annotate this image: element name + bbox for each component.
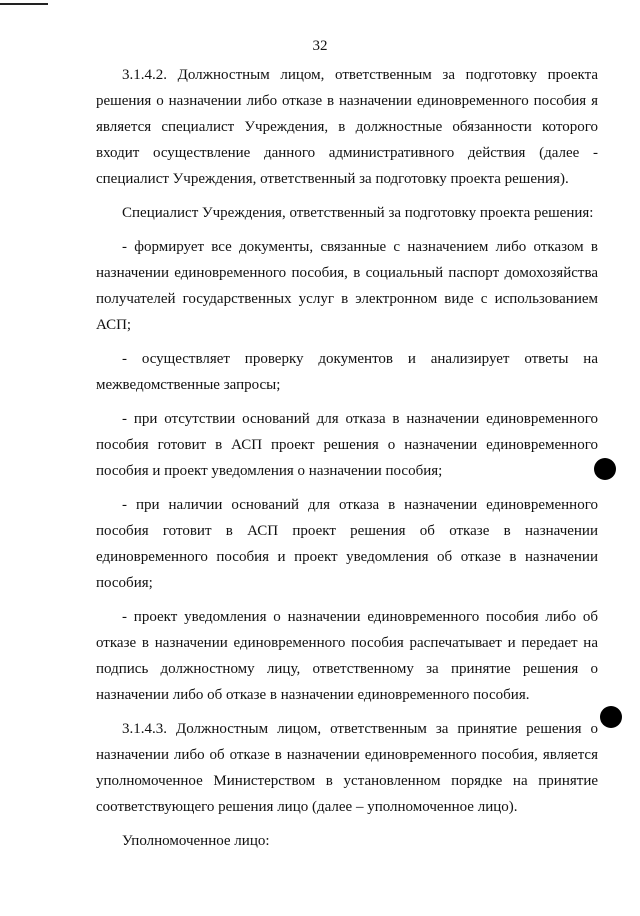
list-item-refusal-grounds: - при наличии оснований для отказа в назначении единовременного пособия готовит в АСП проект решения об отказе в назначении единовременного пособия и проект уведомления об отказе в назначении пособия; [96,497,598,591]
punch-hole-mark [600,706,622,728]
paragraph-specialist-intro: Специалист Учреждения, ответственный за подготовку проекта решения: [122,205,594,221]
paragraph-3-1-4-2: 3.1.4.2. Должностным лицом, ответственным за подготовку проекта решения о назначении либо отказе в назначении единовременного пособия я является специалист Учреждения, в должностные обязанности которого входит осуществление данного административного действия (далее - специалист Учреждения, ответственный за подготовку проекта решения). [96,67,598,187]
paragraph-3-1-4-3: 3.1.4.3. Должностным лицом, ответственным за принятие решения о назначении либо об отказе в назначении единовременного пособия, является уполномоченное Министерством в установленном порядке на принятие соответствующего решения лицо (далее – уполномоченное лицо). [96,721,598,815]
page-number: 32 [312,38,328,54]
list-item-checks-documents: - осуществляет проверку документов и анализирует ответы на межведомственные запросы; [96,351,598,393]
list-item-no-refusal-grounds: - при отсутствии оснований для отказа в назначении единовременного пособия готовит в АСП проект решения о назначении единовременного пособия и проект уведомления о назначении пособия; [96,411,598,479]
top-edge-rule [0,3,48,5]
document-body [96,62,598,854]
punch-hole-mark [594,458,616,480]
list-item-notification-draft: - проект уведомления о назначении единовременного пособия либо об отказе в назначении единовременного пособия распечатывает и передает на подпись должностному лицу, ответственному за принятие решения о назначении либо об отказе в назначении единовременного пособия. [96,609,598,703]
paragraph-authorized-person: Уполномоченное лицо: [122,833,270,849]
list-item-forms-documents: - формирует все документы, связанные с назначением либо отказом в назначении единовременного пособия, в социальный паспорт домохозяйства получателей государственных услуг в электронном виде с использованием АСП; [96,239,598,333]
